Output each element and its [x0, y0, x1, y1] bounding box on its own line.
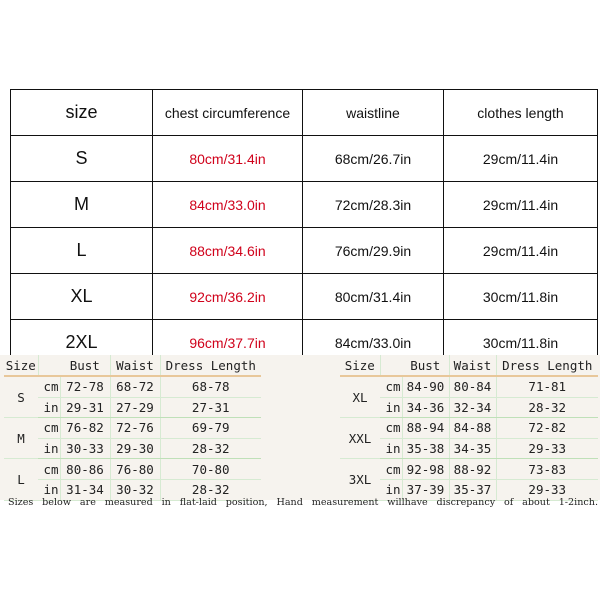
unit-label: in — [38, 479, 60, 500]
waist-value: 34-35 — [449, 438, 496, 459]
table-row — [11, 228, 598, 274]
length-value: 29cm/11.4in — [444, 228, 598, 274]
length-value: 29cm/11.4in — [444, 136, 598, 182]
waist-value: 72-76 — [110, 418, 160, 439]
header-clothes-length: clothes length — [444, 90, 598, 136]
dress-length-value: 73-83 — [496, 459, 598, 480]
bust-value: 80-86 — [60, 459, 110, 480]
size-label: M — [4, 418, 38, 459]
bust-value: 92-98 — [402, 459, 449, 480]
bust-value: 84-90 — [402, 376, 449, 397]
unit-label: cm — [38, 376, 60, 397]
waist-value: 68-72 — [110, 376, 160, 397]
header-chest-circumference: chest circumference — [153, 90, 303, 136]
table-row — [4, 438, 261, 459]
size-label: 3XL — [340, 459, 380, 500]
chest-value: 88cm/34.6in — [153, 228, 303, 274]
table-row — [4, 376, 261, 397]
waist-value: 76cm/29.9in — [303, 228, 444, 274]
chest-value: 92cm/36.2in — [153, 274, 303, 320]
table-row — [340, 418, 598, 439]
chest-value: 80cm/31.4in — [153, 136, 303, 182]
size-label: 2XL — [11, 320, 153, 366]
bust-value: 29-31 — [60, 397, 110, 418]
size-label: S — [11, 136, 153, 182]
bust-value: 37-39 — [402, 479, 449, 500]
size-range-table-left — [4, 355, 261, 501]
waist-value: 68cm/26.7in — [303, 136, 444, 182]
bust-value: 76-82 — [60, 418, 110, 439]
header-dress-length: Dress Length — [160, 355, 261, 376]
dress-length-value: 27-31 — [160, 397, 261, 418]
table-row — [4, 418, 261, 439]
waist-value: 80-84 — [449, 376, 496, 397]
measurement-note: Sizes below are measured in flat-laid position, Hand measurement willhave discrepancy of about 1-2inch. — [8, 497, 598, 508]
size-range-header-row — [4, 355, 261, 376]
size-label: XXL — [340, 418, 380, 459]
waist-value: 27-29 — [110, 397, 160, 418]
unit-label: in — [38, 438, 60, 459]
table-row — [11, 136, 598, 182]
unit-label: cm — [38, 459, 60, 480]
table-row — [11, 182, 598, 228]
size-label: XL — [340, 376, 380, 418]
unit-label: cm — [38, 418, 60, 439]
size-range-table-right — [340, 355, 598, 501]
unit-label: in — [380, 438, 402, 459]
table-row — [4, 459, 261, 480]
header-dress-length: Dress Length — [496, 355, 598, 376]
header-size: Size — [4, 355, 38, 376]
unit-label: cm — [380, 459, 402, 480]
size-label: S — [4, 376, 38, 418]
size-range-section — [0, 355, 600, 500]
waist-value: 80cm/31.4in — [303, 274, 444, 320]
header-waistline: waistline — [303, 90, 444, 136]
dress-length-value: 28-32 — [160, 438, 261, 459]
dress-length-value: 72-82 — [496, 418, 598, 439]
bust-value: 31-34 — [60, 479, 110, 500]
waist-value: 84-88 — [449, 418, 496, 439]
header-size: size — [11, 90, 153, 136]
bust-value: 88-94 — [402, 418, 449, 439]
unit-label: cm — [380, 376, 402, 397]
table-row — [4, 397, 261, 418]
size-label: M — [11, 182, 153, 228]
table-row — [340, 376, 598, 397]
size-chart-header-row — [11, 90, 598, 136]
unit-label: cm — [380, 418, 402, 439]
unit-label: in — [380, 479, 402, 500]
waist-value: 88-92 — [449, 459, 496, 480]
header-waist: Waist — [110, 355, 160, 376]
bust-value: 72-78 — [60, 376, 110, 397]
chest-value: 96cm/37.7in — [153, 320, 303, 366]
bust-value: 34-36 — [402, 397, 449, 418]
header-unit — [380, 355, 402, 376]
size-chart-table — [10, 89, 598, 366]
length-value: 30cm/11.8in — [444, 320, 598, 366]
waist-value: 84cm/33.0in — [303, 320, 444, 366]
dress-length-value: 70-80 — [160, 459, 261, 480]
waist-value: 76-80 — [110, 459, 160, 480]
header-bust: Bust — [402, 355, 449, 376]
chest-value: 84cm/33.0in — [153, 182, 303, 228]
size-label: XL — [11, 274, 153, 320]
waist-value: 30-32 — [110, 479, 160, 500]
dress-length-value: 71-81 — [496, 376, 598, 397]
header-unit — [38, 355, 60, 376]
bust-value: 30-33 — [60, 438, 110, 459]
dress-length-value: 28-32 — [496, 397, 598, 418]
unit-label: in — [38, 397, 60, 418]
table-row — [340, 459, 598, 480]
waist-value: 35-37 — [449, 479, 496, 500]
dress-length-value: 28-32 — [160, 479, 261, 500]
length-value: 29cm/11.4in — [444, 182, 598, 228]
length-value: 30cm/11.8in — [444, 274, 598, 320]
header-bust: Bust — [60, 355, 110, 376]
size-range-header-row — [340, 355, 598, 376]
waist-value: 29-30 — [110, 438, 160, 459]
dress-length-value: 68-78 — [160, 376, 261, 397]
dress-length-value: 69-79 — [160, 418, 261, 439]
bust-value: 35-38 — [402, 438, 449, 459]
size-label: L — [4, 459, 38, 500]
waist-value: 32-34 — [449, 397, 496, 418]
waist-value: 72cm/28.3in — [303, 182, 444, 228]
dress-length-value: 29-33 — [496, 438, 598, 459]
dress-length-value: 29-33 — [496, 479, 598, 500]
header-waist: Waist — [449, 355, 496, 376]
header-size: Size — [340, 355, 380, 376]
size-label: L — [11, 228, 153, 274]
unit-label: in — [380, 397, 402, 418]
table-row — [11, 274, 598, 320]
